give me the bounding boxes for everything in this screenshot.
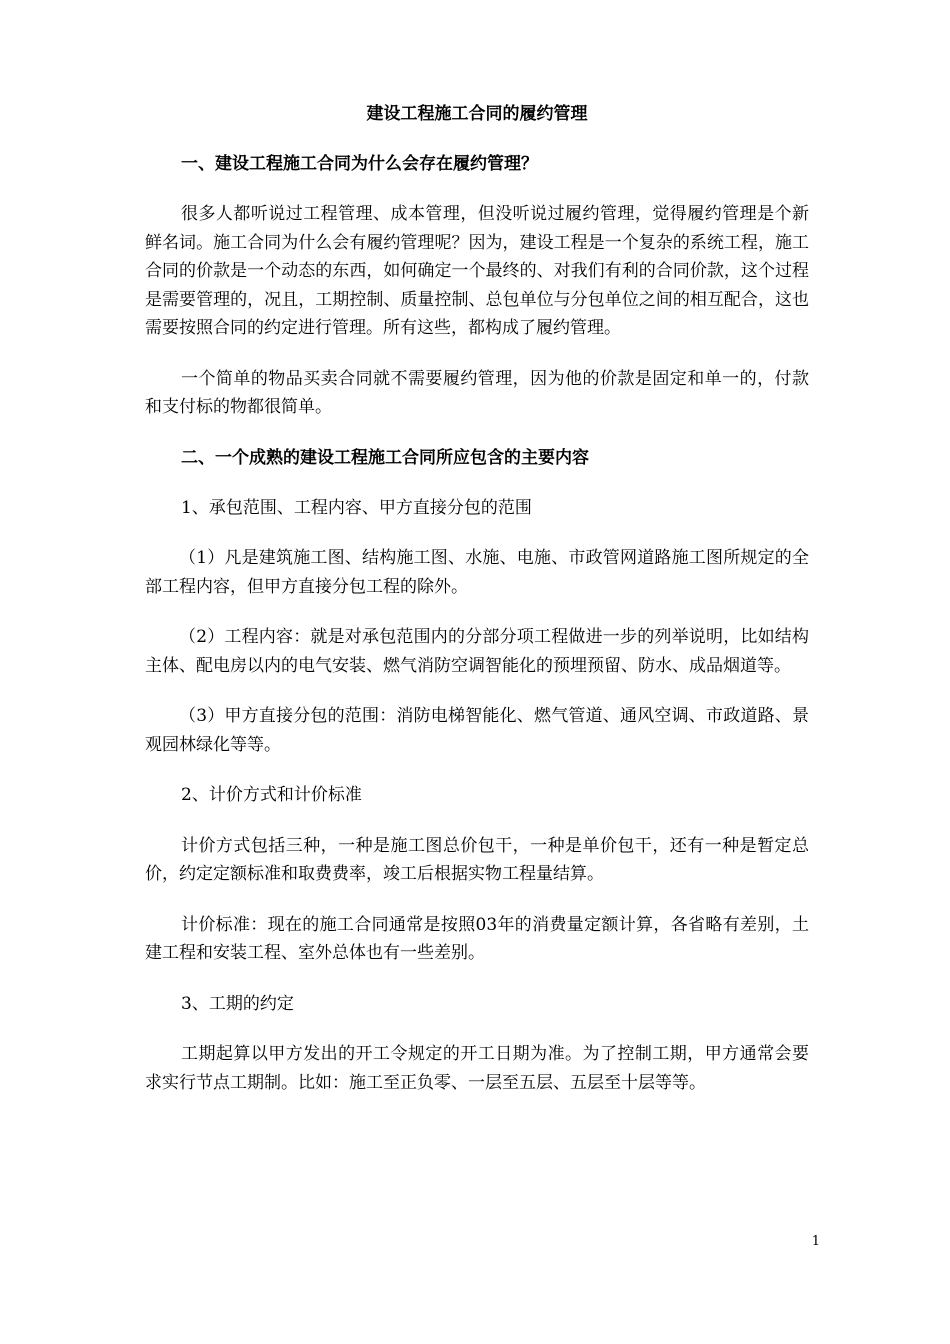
- paragraph: （2）工程内容：就是对承包范围内的分部分项工程做进一步的列举说明，比如结构主体、配电房以内的电气安装、燃气消防空调智能化的预埋预留、防水、成品烟道等。: [145, 627, 809, 676]
- page-number: 1: [811, 1234, 820, 1249]
- paragraph: （1）凡是建筑施工图、结构施工图、水施、电施、市政管网道路施工图所规定的全部工程内容，但甲方直接分包工程的除外。: [145, 548, 809, 597]
- subheading: 3、工期的约定: [181, 993, 294, 1014]
- document-title: 建设工程施工合同的履约管理: [366, 104, 588, 124]
- paragraph: 一个简单的物品买卖合同就不需要履约管理，因为他的价款是固定和单一的，付款和支付标的物都很简单。: [145, 368, 809, 417]
- section-heading-1: 一、建设工程施工合同为什么会存在履约管理？: [181, 154, 538, 174]
- document-body: [145, 100, 809, 1119]
- paragraph: 很多人都听说过工程管理、成本管理，但没听说过履约管理，觉得履约管理是个新鲜名词。施工合同为什么会有履约管理呢？因为，建设工程是一个复杂的系统工程，施工合同的价款是一个动态的东西，如何确定一个最终的、对我们有利的合同价款，这个过程是需要管理的，况且，工期控制、质量控制、总包单位与分包单位之间的相互配合，这也需要按照合同的约定进行管理。所有这些，都构成了履约管理。: [145, 204, 809, 338]
- subheading: 2、计价方式和计价标准: [181, 785, 362, 805]
- paragraph: （3）甲方直接分包的范围：消防电梯智能化、燃气管道、通风空调、市政道路、景观园林绿化等等。: [145, 706, 809, 755]
- paragraph: 计价方式包括三种，一种是施工图总价包干，一种是单价包干，还有一种是暂定总价，约定定额标准和取费费率，竣工后根据实物工程量结算。: [145, 835, 809, 884]
- paragraph: 计价标准：现在的施工合同通常是按照03年的消费量定额计算，各省略有差别，土建工程和安装工程、室外总体也有一些差别。: [145, 914, 809, 963]
- section-heading-2: 二、一个成熟的建设工程施工合同所应包含的主要内容: [181, 447, 589, 468]
- paragraph: 工期起算以甲方发出的开工令规定的开工日期为准。为了控制工期，甲方通常会要求实行节点工期制。比如：施工至正负零、一层至五层、五层至十层等等。: [145, 1044, 809, 1093]
- subheading: 1、承包范围、工程内容、甲方直接分包的范围: [181, 497, 532, 518]
